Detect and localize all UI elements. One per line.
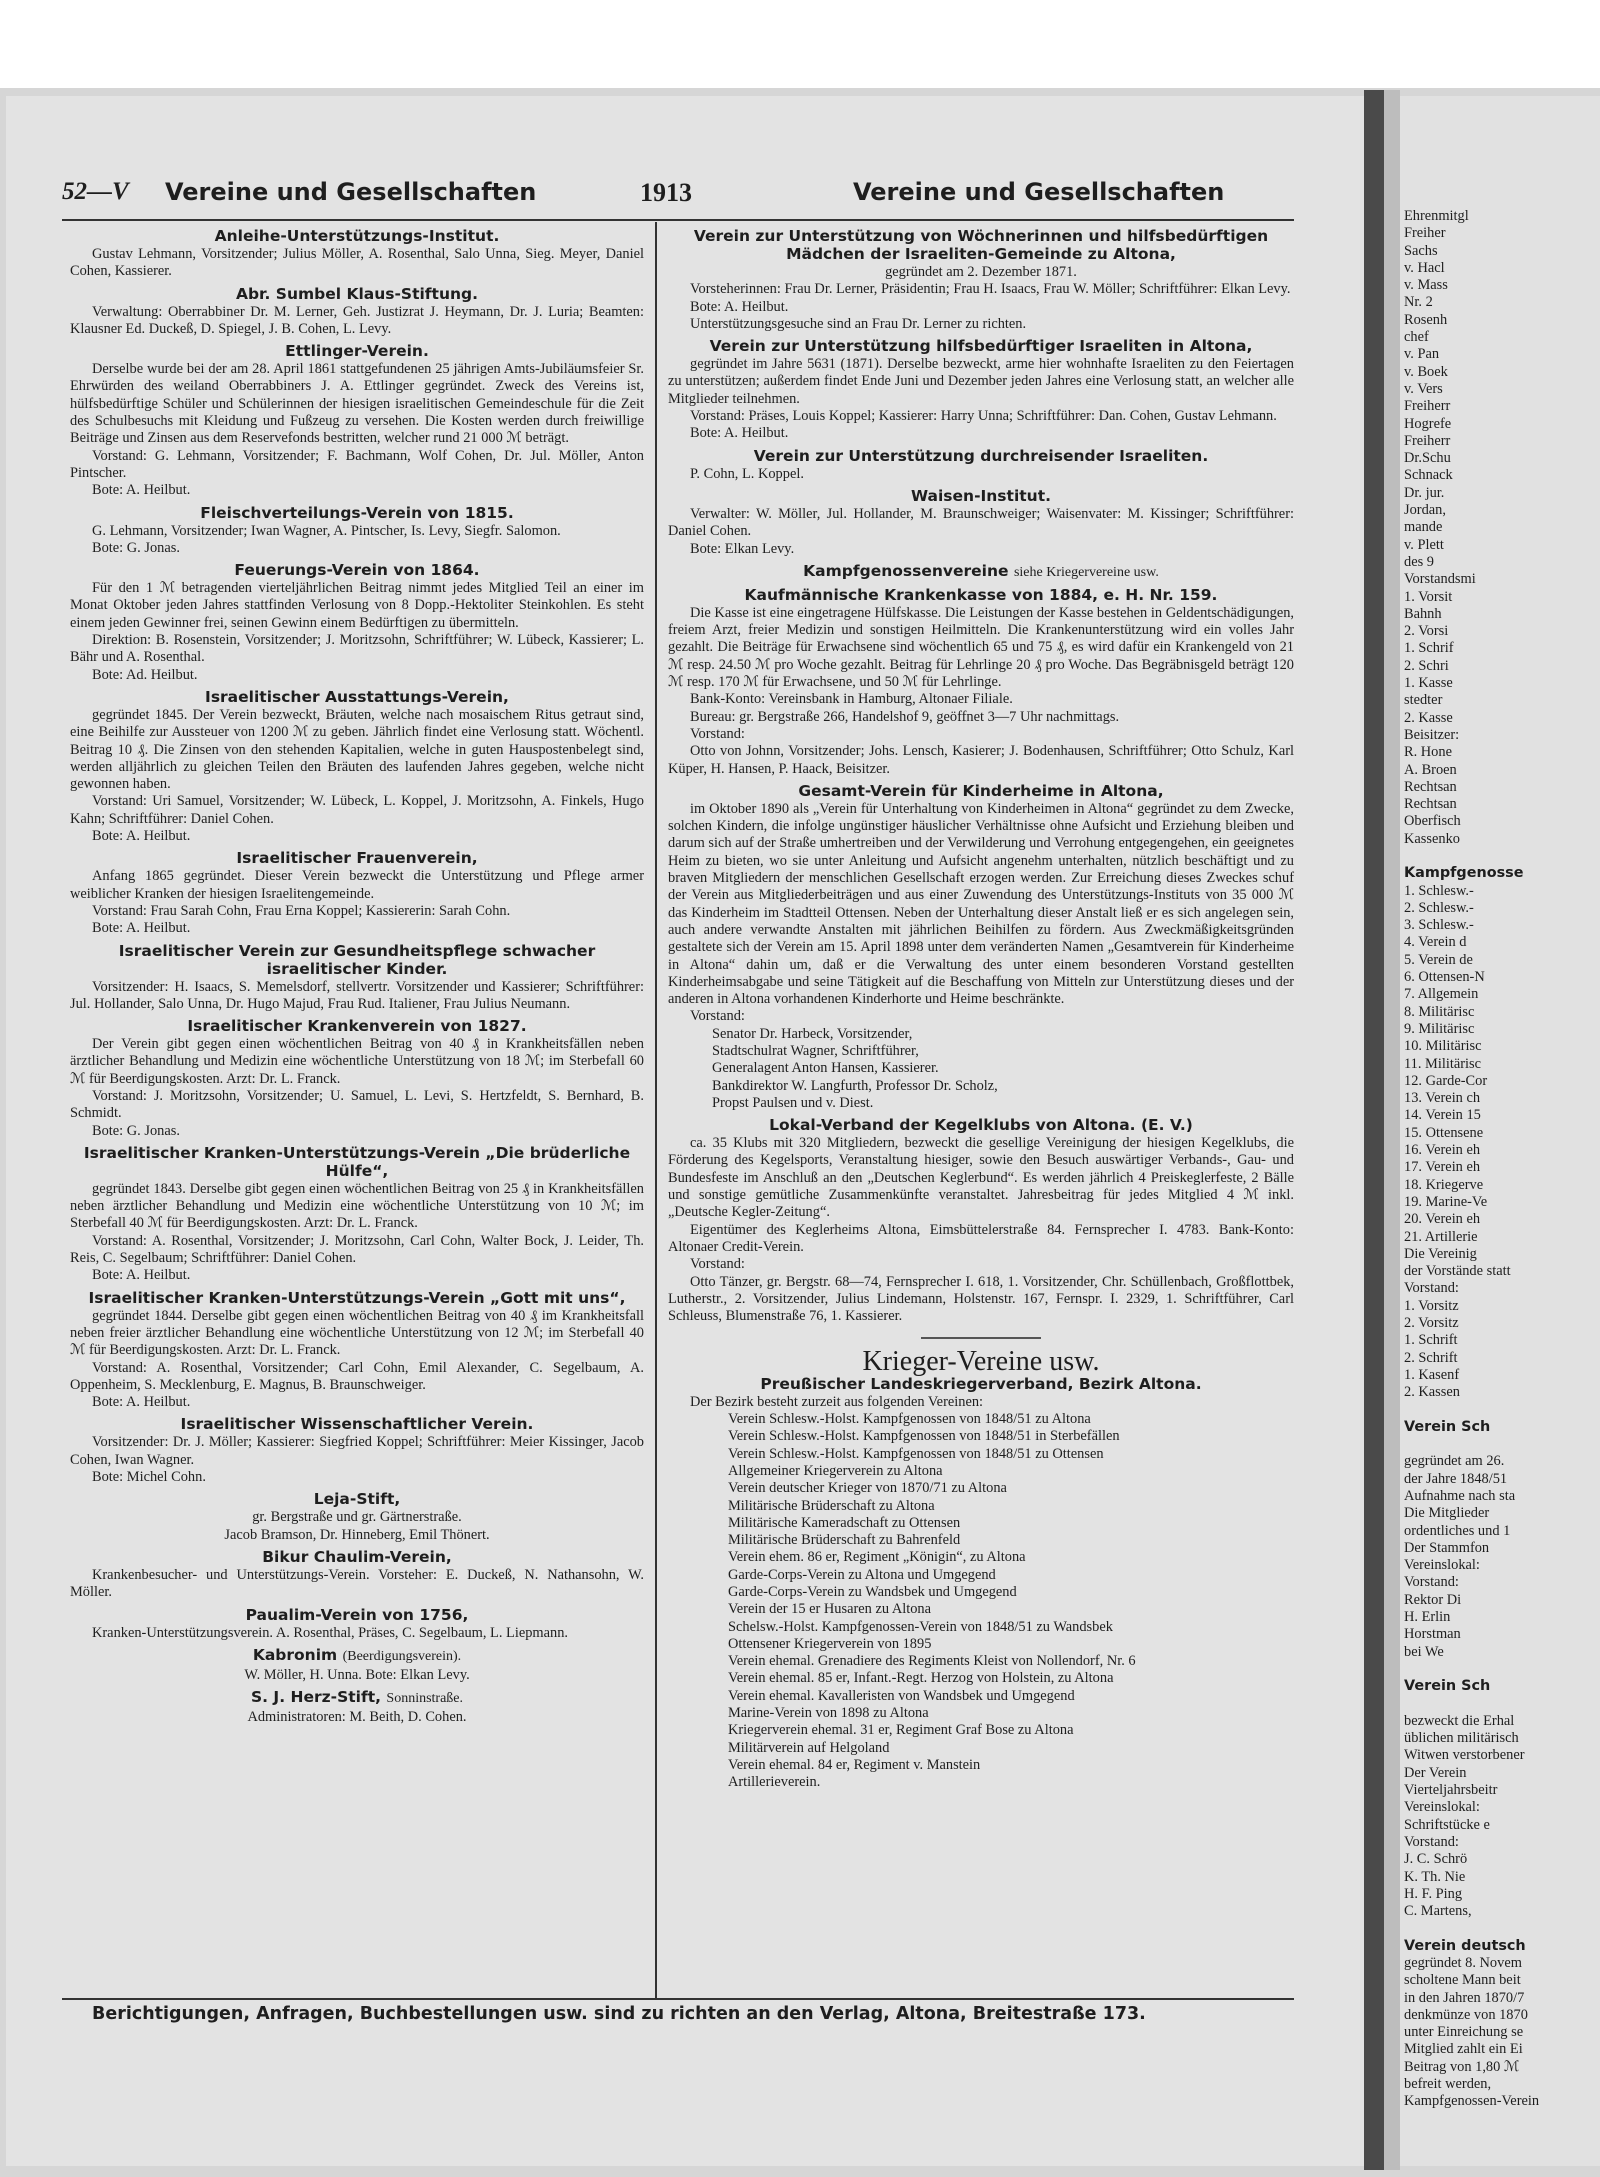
- entry-paragraph: Kranken-Unterstützungsverein. A. Rosenthal, Präses, C. Segelbaum, L. Liepmann.: [92, 1624, 568, 1641]
- next-page-text-line: C. Martens,: [1404, 1903, 1472, 1920]
- next-page-text-line: [1404, 1401, 1600, 1418]
- entry-title: Ettlinger-Verein.: [285, 342, 429, 361]
- entry-paragraph: gegründet 1845. Der Verein bezweckt, Bräuten, welche nach mosaischem Ritus getraut sind, eine Beihilfe zur Aussteuer von 1200 ℳ zu geben. Jährlich findet eine Verlosung statt. Wöchentl. Beitrag 10 ₰. Die Zinsen von den stehenden Kapitalien, welche in guten Hauspostenbelegt sind, werden alljährlich zu gleichen Teilen den Bräuten des laufenden Jahres gegeben, welche nicht gewonnen haben.: [70, 706, 644, 793]
- entry-heading: [70, 1490, 644, 1508]
- next-page-text-line: 5. Verein de: [1404, 951, 1473, 968]
- next-page-text-line: Vorstand:: [1404, 1280, 1459, 1297]
- next-page-text-line: 9. Militärisc: [1404, 1020, 1475, 1037]
- krieger-list-item: Verein deutscher Krieger von 1870/71 zu Altona: [728, 1480, 1007, 1497]
- next-page-text-line: 2. Schri: [1404, 657, 1449, 674]
- next-page-text-line: Vereinslokal:: [1404, 1799, 1480, 1816]
- next-page-text-line: H. F. Ping: [1404, 1885, 1463, 1902]
- next-page-text-line: Dr.Schu: [1404, 450, 1451, 467]
- krieger-list-item: Garde-Corps-Verein zu Wandsbek und Umgegend: [728, 1584, 1017, 1600]
- next-page-text-line: R. Hone: [1404, 744, 1452, 761]
- entry-paragraph: Bureau: gr. Bergstraße 266, Handelshof 9, geöffnet 3—7 Uhr nachmittags.: [690, 708, 1120, 725]
- next-page-text-line: befreit werden,: [1404, 2076, 1492, 2093]
- krieger-subheading: Preußischer Landeskriegerverband, Bezirk Altona.: [760, 1374, 1202, 1393]
- society-entry: [668, 447, 1294, 483]
- entry-paragraph: Vorstand: G. Lehmann, Vorsitzender; F. Bachmann, Wolf Cohen, Dr. Jul. Möller, Anton Pintscher.: [70, 447, 644, 481]
- entry-heading: [70, 1144, 644, 1180]
- entry-paragraph: Bote: Michel Cohn.: [92, 1469, 206, 1486]
- next-page-text-line: Freiherr: [1404, 432, 1451, 449]
- entry-paragraph: Vorsitzender: Dr. J. Möller; Kassierer: Siegfried Koppel; Schriftführer: Meier Kissinger, Jacob Cohen, Iwan Wagner.: [70, 1434, 644, 1468]
- running-head-left: Vereine und Gesellschaften: [165, 178, 537, 206]
- krieger-list-item: Verein Schlesw.-Holst. Kampfgenossen von 1848/51 zu Ottensen: [728, 1445, 1104, 1462]
- entry-heading: [70, 1415, 644, 1433]
- entry-paragraph: Vorstand: A. Rosenthal, Vorsitzender; J. Moritzsohn, Carl Cohn, Walter Bock, J. Leider, Th. Reis, C. Segelbaum; Schriftführer: Daniel Cohen.: [70, 1232, 644, 1267]
- next-page-text-line: Horstman: [1404, 1626, 1461, 1643]
- next-page-text-line: v. Mass: [1404, 277, 1448, 294]
- running-head-year: 1913: [640, 178, 692, 207]
- entry-title: Bikur Chaulim-Verein,: [262, 1547, 452, 1566]
- entry-title: Israelitischer Krankenverein von 1827.: [187, 1017, 527, 1036]
- next-page-text-line: 12. Garde-Cor: [1404, 1072, 1488, 1089]
- next-page-text-line: 6. Ottensen-N: [1404, 969, 1485, 986]
- krieger-list-item: Militärische Kameradschaft zu Ottensen: [728, 1514, 961, 1531]
- entry-centered-line: W. Möller, H. Unna. Bote: Elkan Levy.: [244, 1666, 470, 1683]
- society-entry: [70, 561, 644, 684]
- section-heading-krieger: Krieger-Vereine usw.: [862, 1346, 1100, 1378]
- next-page-text-line: 15. Ottensene: [1404, 1124, 1484, 1141]
- next-page-text-line: 1. Vorsit: [1404, 588, 1453, 605]
- krieger-list-item: Verein ehemal. Grenadiere des Regiments Kleist von Nollendorf, Nr. 6: [728, 1653, 1136, 1670]
- entry-paragraph: Otto von Johnn, Vorsitzender; Johs. Lensch, Kasierer; J. Bodenhausen, Schriftführer; Otto Schulz, Karl Küper, H. Hansen, P. Haack, Beisitzer.: [668, 743, 1294, 777]
- next-page-text-line: Mitglied zahlt ein Ei: [1404, 2041, 1523, 2058]
- next-page-text-line: [1404, 1696, 1600, 1713]
- entry-paragraph: Der Verein gibt gegen einen wöchentlichen Beitrag von 40 ₰ in Krankheitsfällen neben ärztlicher Behandlung und Medizin eine wöchentliche Unterstützung von 18 ℳ; im Sterbefall 60 ℳ für Beerdigungskosten. Arzt: Dr. L. Franck.: [70, 1036, 644, 1087]
- publisher-footer: Berichtigungen, Anfragen, Buchbestellungen usw. sind zu richten an den Verlag, Altona, Breitestraße 173.: [92, 2004, 1146, 2024]
- krieger-list-item: Militärverein auf Helgoland: [728, 1739, 890, 1756]
- next-page-text-line: Verein Sch: [1404, 1678, 1491, 1695]
- next-page-text-line: 1. Kasenf: [1404, 1366, 1460, 1383]
- entry-paragraph: Bote: Ad. Heilbut.: [92, 666, 198, 683]
- entry-paragraph: Bote: Elkan Levy.: [690, 540, 795, 557]
- entry-heading: [668, 337, 1294, 355]
- society-entry: [70, 1688, 644, 1726]
- krieger-list-item: Verein ehemal. Kavalleristen von Wandsbek und Umgegend: [728, 1687, 1075, 1704]
- next-page-text-line: Die Vereinig: [1404, 1245, 1477, 1262]
- next-page-text-line: Vierteljahrsbeitr: [1404, 1782, 1498, 1799]
- krieger-list-item: Verein Schlesw.-Holst. Kampfgenossen von 1848/51 zu Altona: [728, 1411, 1091, 1428]
- next-page-text-line: 11. Militärisc: [1404, 1055, 1482, 1072]
- entry-title: Leja-Stift,: [313, 1490, 401, 1509]
- society-entry: [668, 487, 1294, 558]
- next-page-text-line: Die Mitglieder: [1404, 1505, 1490, 1522]
- board-member-line: Bankdirektor W. Langfurth, Professor Dr. Scholz,: [712, 1077, 998, 1094]
- krieger-list-item: Verein ehemal. 84 er, Regiment v. Manstein: [728, 1756, 981, 1773]
- next-page-text-line: Rechtsan: [1404, 778, 1457, 795]
- entry-paragraph: Derselbe wurde bei der am 28. April 1861 stattgefundenen 25 jährigen Amts-Jubiläumsfeier Sr. Ehrwürden des weiland Oberrabbiners J. A. Ettlinger gegründet. Zweck des Vereins ist, hülfsbedürftige Schüler und Schülerinnen der hiesigen israelitischen Gemeindeschule für die Zeit des Schulbesuchs mit Kleidung und Fußzeug zu versehen. Die Kosten werden durch freiwillige Beiträge und Zinsen aus dem Reservefonds bestritten, welcher rund 21 000 ℳ beträgt.: [70, 361, 644, 447]
- next-page-text-line: 10. Militärisc: [1404, 1038, 1482, 1055]
- society-entry: [70, 342, 644, 499]
- entry-paragraph: ca. 35 Klubs mit 320 Mitgliedern, bezweckt die gesellige Vereinigung der hiesigen Kegelklubs, die Förderung des Kegelsports, Veranstaltung hiesiger, sowie den Besuch auswärtiger Verbands-, Gau- und Bundesfeste im Anschluß an den „Deutschen Keglerbund“. Es werden jährlich 4 Preiskeglerfeste, 2 Bälle und sonstige gemütliche Zusammenkünfte veranstaltet. Jahresbeitrag für jedes Mitglied 4 ℳ inkl. „Deutsche Kegler-Zeitung“.: [668, 1135, 1294, 1221]
- entry-centered-line: gr. Bergstraße und gr. Gärtnerstraße.: [252, 1509, 462, 1526]
- next-page-text-line: 2. Vorsi: [1404, 623, 1449, 640]
- entry-paragraph: Vorstand: Präses, Louis Koppel; Kassierer: Harry Unna; Schriftführer: Dan. Cohen, Gustav Lehmann.: [690, 408, 1277, 425]
- next-page-text-line: v. Vers: [1404, 380, 1443, 397]
- society-entry: [70, 1017, 644, 1140]
- right-column: [668, 225, 1294, 1792]
- next-page-text-line: Aufnahme nach sta: [1404, 1487, 1516, 1504]
- entry-paragraph: Bote: A. Heilbut.: [92, 482, 191, 499]
- krieger-list-item: Verein Schlesw.-Holst. Kampfgenossen von 1848/51 in Sterbefällen: [728, 1428, 1120, 1445]
- next-page-text-line: 1. Schlesw.-: [1404, 882, 1474, 899]
- page-folio: 52—V: [62, 178, 129, 205]
- next-page-text-line: [1404, 1920, 1600, 1937]
- krieger-intro: Der Bezirk besteht zurzeit aus folgenden Vereinen:: [690, 1393, 984, 1410]
- entry-title: Verein zur Unterstützung durchreisender Israeliten.: [753, 446, 1209, 465]
- next-page-text-line: gegründet am 26.: [1404, 1453, 1505, 1470]
- entry-title: Israelitischer Kranken-Unterstützungs-Verein „Gott mit uns“,: [88, 1288, 626, 1307]
- next-page-text-line: des 9: [1404, 553, 1434, 570]
- society-entry: [70, 1415, 644, 1486]
- next-page-text-line: Witwen verstorbener: [1404, 1747, 1525, 1764]
- society-entry: [70, 504, 644, 558]
- entry-paragraph: Bote: G. Jonas.: [92, 1122, 180, 1139]
- next-page-text-line: v. Hacl: [1404, 259, 1445, 276]
- next-page-text-line: 18. Kriegerve: [1404, 1176, 1484, 1193]
- next-page-text-line: [1404, 1436, 1600, 1453]
- entry-paragraph: Vorstand: Frau Sarah Cohn, Frau Erna Koppel; Kassiererin: Sarah Cohn.: [92, 902, 511, 919]
- entry-title: Fleischverteilungs-Verein von 1815.: [200, 503, 514, 522]
- next-page-text-line: Vorstand:: [1404, 1833, 1459, 1850]
- next-page-text-line: stedter: [1404, 692, 1443, 709]
- entry-paragraph: Bote: A. Heilbut.: [92, 1267, 191, 1284]
- next-page-text-line: A. Broen: [1404, 761, 1457, 778]
- next-page-text-line: 19. Marine-Ve: [1404, 1193, 1488, 1210]
- next-page-text-line: Vorstandsmi: [1404, 571, 1476, 588]
- next-page-text-line: 2. Schrift: [1404, 1349, 1458, 1366]
- entry-heading: [70, 1646, 644, 1666]
- next-page-text-line: 20. Verein eh: [1404, 1211, 1481, 1228]
- entry-paragraph: Bank-Konto: Vereinsbank in Hamburg, Altonaer Filiale.: [690, 691, 1013, 708]
- entry-paragraph: Vorstand:: [690, 1008, 745, 1025]
- entry-paragraph: Anfang 1865 gegründet. Dieser Verein bezweckt die Unterstützung und Pflege armer weiblicher Kranken der hiesigen Israelitengemeinde.: [70, 868, 644, 902]
- krieger-list-item: Schelsw.-Holst. Kampfgenossen-Verein von 1848/51 zu Wandsbek: [728, 1618, 1113, 1635]
- book-gutter: [1364, 90, 1384, 2170]
- next-page-text-line: Beitrag von 1,80 ℳ: [1404, 2058, 1520, 2075]
- entry-paragraph: Vorsitzender: H. Isaacs, S. Memelsdorf, stellvertr. Vorsitzender und Kassierer; Schriftführer: Jul. Hollander, Salo Unna, Dr. Hugo Majud, Frau Rud. Italiener, Frau Julius Neumann.: [70, 978, 644, 1012]
- entry-heading: [70, 1606, 644, 1624]
- next-page-text-line: Oberfisch: [1404, 813, 1461, 830]
- entry-heading: [70, 561, 644, 579]
- entry-title: Gesamt-Verein für Kinderheime in Altona,: [798, 781, 1164, 800]
- entry-paragraph: Bote: A. Heilbut.: [92, 828, 191, 845]
- next-page-text-line: Rektor Di: [1404, 1591, 1462, 1608]
- entry-title: Waisen-Institut.: [910, 486, 1051, 505]
- board-member-line: Generalagent Anton Hansen, Kassierer.: [712, 1060, 939, 1077]
- next-page-text-line: ordentliches und 1: [1404, 1522, 1511, 1539]
- entry-heading: [668, 447, 1294, 465]
- krieger-list-item: Militärische Brüderschaft zu Bahrenfeld: [728, 1532, 961, 1549]
- entry-title: Israelitischer Verein zur Gesundheitspflege schwacher israelitischer Kinder.: [118, 941, 596, 978]
- entry-heading: [70, 688, 644, 706]
- krieger-list-item: Garde-Corps-Verein zu Altona und Umgegend: [728, 1566, 996, 1583]
- entry-paragraph: Verwalter: W. Möller, Jul. Hollander, M. Braunschweiger; Waisenvater: M. Kissinger; Schriftführer: Daniel Cohen.: [668, 505, 1294, 540]
- next-page-text-line: v. Boek: [1404, 363, 1448, 380]
- entry-paragraph: P. Cohn, L. Koppel.: [690, 465, 804, 482]
- board-member-line: Senator Dr. Harbeck, Vorsitzender,: [712, 1025, 913, 1042]
- society-entry: [668, 1116, 1294, 1325]
- next-page-text-line: 4. Verein d: [1404, 934, 1467, 951]
- entry-paragraph: Vorstand: A. Rosenthal, Vorsitzender; Carl Cohn, Emil Alexander, C. Segelbaum, A. Oppenheim, S. Mecklenburg, E. Magnus, B. Braunschweiger.: [70, 1359, 644, 1393]
- next-page-fragment: [1404, 208, 1600, 2111]
- society-entry: [70, 1606, 644, 1642]
- society-entry: [70, 285, 644, 339]
- next-page-text-line: H. Erlin: [1404, 1609, 1451, 1626]
- entry-heading: [70, 1688, 644, 1708]
- next-page-text-line: 21. Artillerie: [1404, 1228, 1478, 1245]
- entry-paragraph: Vorstand: J. Moritzsohn, Vorsitzender; U. Samuel, L. Levi, S. Hertzfeldt, S. Bernhard, B. Schmidt.: [70, 1087, 644, 1122]
- entry-paragraph: gegründet 1843. Derselbe gibt gegen einen wöchentlichen Beitrag von 25 ₰ in Krankheitsfällen neben ärztlicher Behandlung und Medizin eine wöchentliche Unterstützung von 10 ℳ; im Sterbefall 40 ℳ für Beerdigungskosten. Arzt: Dr. L. Franck.: [70, 1180, 644, 1232]
- entry-subtitle: (Beerdigungsverein).: [342, 1648, 462, 1664]
- next-page-text-line: unter Einreichung se: [1404, 2024, 1524, 2041]
- entry-paragraph: Vorstand:: [690, 725, 745, 742]
- entry-paragraph: Gustav Lehmann, Vorsitzender; Julius Möller, A. Rosenthal, Salo Unna, Sieg. Meyer, Daniel Cohen, Kassierer.: [70, 246, 644, 280]
- entry-title: Verein zur Unterstützung von Wöchnerinnen und hilfsbedürftigen Mädchen der Israeliten-Gemeinde zu Altona,: [693, 227, 1269, 263]
- next-page-text-line: Rechtsan: [1404, 796, 1457, 813]
- next-page-text-line: denkmünze von 1870: [1404, 2006, 1528, 2023]
- next-page-text-line: Nr. 2: [1404, 294, 1433, 311]
- entry-title: Abr. Sumbel Klaus-Stiftung.: [235, 284, 479, 303]
- next-page-text-line: [1404, 848, 1600, 865]
- entry-title: Feuerungs-Verein von 1864.: [234, 561, 480, 580]
- entry-heading: [668, 227, 1294, 263]
- society-entry: [668, 337, 1294, 442]
- next-page-text-line: 16. Verein eh: [1404, 1142, 1481, 1159]
- entry-heading: [70, 285, 644, 303]
- next-page-text-line: in den Jahren 1870/7: [1404, 1989, 1525, 2006]
- krieger-list-item: Kriegerverein ehemal. 31 er, Regiment Graf Bose zu Altona: [728, 1722, 1074, 1739]
- entry-paragraph: Vorstand:: [690, 1256, 745, 1273]
- entry-heading: [668, 487, 1294, 505]
- entry-heading: [668, 1116, 1294, 1134]
- entry-paragraph: Für den 1 ℳ betragenden vierteljährlichen Beitrag nimmt jedes Mitglied Teil an einer im Monat Oktober jeden Jahres stattfinden Verlosung von 8 Dopp.-Hektoliter Steinkohlen. Es steht einem jeden Gewinner frei, seinen Gewinn einem Bedürftigen zu übermitteln.: [70, 580, 644, 631]
- entry-paragraph: Direktion: B. Rosenstein, Vorsitzender; J. Moritzsohn, Schriftführer; W. Lübeck, Kassierer; L. Bähr und A. Rosenthal.: [70, 632, 644, 666]
- entry-heading: [668, 586, 1294, 604]
- book-gutter-edge: [1384, 90, 1400, 2170]
- entry-paragraph: Die Kasse ist eine eingetragene Hülfskasse. Die Leistungen der Kasse bestehen in Geldentschädigungen, freiem Arzt, freier Medizin und sonstigen Heilmitteln. Die Krankenunterstützung wird ein volles Jahr gezahlt. Die Beiträge für Erwachsene sind wöchentlich 65 und 75 ₰, es wird dafür ein Krankengeld von 21 ℳ resp. 24.50 ℳ pro Woche gezahlt. Beitrag für Lehrlinge 20 ₰ pro Woche. Das Begräbnisgeld beträgt 120 ℳ resp. 170 ℳ für Erwachsene, und 50 ℳ für Lehrlinge.: [668, 604, 1294, 691]
- entry-heading: [70, 1017, 644, 1035]
- entry-paragraph: im Oktober 1890 als „Verein für Unterhaltung von Kinderheimen in Altona“ gegründet zu dem Zwecke, solchen Kindern, die infolge ungünstiger häuslicher Verhältnisse ohne Aufsicht und Erziehung bleiben und darum sich auf der Straße umhertreiben und der Verwilderung und Verrohung entgegengehen, ein geeignetes Heim zu bieten, wo sie unter Anleitung und Aufsicht angenehm unterhalten, nützlich beschäftigt und zu braven Mitgliedern der menschlichen Gesellschaft erzogen werden. Zur Erreichung dieses Zweckes schuf der Verein aus Mitgliederbeiträgen und aus einer Zuwendung des Unterstützungs-Instituts von 35 000 ℳ das Kinderheim im Stadtteil Ottensen. Neben der Unterhaltung dieser Anstalt ließ er es sich angelegen sein, auch andere verwandte Anstalten mit jährlichen Beihilfen zu fördern. Aus Zweckmäßigkeitsgründen gestaltete sich der Verein am 15. April 1898 unter dem veränderten Namen „Gesamtverein für Kinderheime in Altona“ dahin um, daß er die Verwaltung des unter einem besonderen Vorstand gestellten Kinderheimsabgabe und seine Tätigkeit auf die Beschaffung von Mitteln zur Unterstützung dieses und der anderen in Altona vorhandenen Kinderhorte und Heime beschränkte.: [668, 800, 1294, 1008]
- next-page-text-line: bezweckt die Erhal: [1404, 1712, 1515, 1729]
- krieger-list-item: Militärische Brüderschaft zu Altona: [728, 1497, 935, 1514]
- entry-title: Anleihe-Unterstützungs-Institut.: [214, 227, 500, 245]
- society-entry: [668, 782, 1294, 1112]
- krieger-list-item: Allgemeiner Kriegerverein zu Altona: [728, 1462, 943, 1479]
- next-page-text-line: 2. Kassen: [1404, 1384, 1460, 1401]
- society-entry: [668, 227, 1294, 333]
- entry-paragraph: Bote: A. Heilbut.: [92, 920, 191, 937]
- society-entry: [70, 1548, 644, 1602]
- entry-paragraph: Bote: A. Heilbut.: [690, 425, 789, 442]
- entry-paragraph: Unterstützungsgesuche sind an Frau Dr. Lerner zu richten.: [690, 315, 1027, 332]
- entry-paragraph: G. Lehmann, Vorsitzender; Iwan Wagner, A. Pintscher, Is. Levy, Siegfr. Salomon.: [92, 522, 561, 539]
- next-page-text-line: gegründet 8. Novem: [1404, 1954, 1522, 1971]
- entry-title: Kabronim: [252, 1645, 338, 1664]
- next-page-text-line: der Jahre 1848/51: [1404, 1470, 1508, 1487]
- entry-title: Kaufmännische Krankenkasse von 1884, e. H. Nr. 159.: [744, 585, 1218, 604]
- entry-title: Lokal-Verband der Kegelklubs von Altona. (E. V.): [769, 1116, 1193, 1135]
- entry-paragraph: Vorstand: Uri Samuel, Vorsitzender; W. Lübeck, L. Koppel, J. Moritzsohn, A. Finkels, Hugo Kahn; Schriftführer: Daniel Cohen.: [70, 793, 644, 827]
- next-page-text-line: chef: [1404, 329, 1429, 346]
- header-rule: [62, 219, 1294, 221]
- entry-subtitle: Sonninstraße.: [386, 1691, 464, 1707]
- entry-heading: [70, 1548, 644, 1566]
- entry-paragraph: Bote: A. Heilbut.: [690, 298, 789, 315]
- entry-paragraph: Otto Tänzer, gr. Bergstr. 68—74, Fernsprecher I. 618, 1. Vorsitzender, Chr. Schüllenbach, Großflottbek, Lutherstr., 2. Vorsitzender, Julius Lindemann, Holstenstr. 167, Fernspr. I. 2329, 1. Schriftführer, Carl Schleuss, Blumenstraße 76, 1. Kassierer.: [668, 1273, 1294, 1325]
- krieger-list-item: Artillerieverein.: [728, 1774, 821, 1791]
- entry-title: Paualim-Verein von 1756,: [245, 1605, 469, 1624]
- society-entry: [668, 562, 1294, 582]
- next-page-text-line: Sachs: [1404, 242, 1438, 259]
- entry-title: Israelitischer Kranken-Unterstützungs-Verein „Die brüderliche Hülfe“,: [83, 1143, 631, 1180]
- society-entry: [70, 227, 644, 281]
- column-divider: [655, 222, 657, 1998]
- next-page-text-line: Bahnh: [1404, 605, 1442, 622]
- entry-heading: [668, 782, 1294, 800]
- next-page-text-line: 2. Kasse: [1404, 709, 1453, 726]
- left-column: [70, 225, 644, 1730]
- entry-paragraph: gegründet im Jahre 5631 (1871). Derselbe bezweckt, arme hier wohnhafte Israeliten zu den Feiertagen zu unterstützen; außerdem findet Ende Juni und Dezember jeden Jahres eine Verlosung statt, an welcher alle Mitglieder teilnehmen.: [668, 356, 1294, 407]
- footer-rule: [62, 1998, 1294, 2000]
- next-page-text-line: mande: [1404, 519, 1443, 536]
- entry-title: Israelitischer Ausstattungs-Verein,: [205, 687, 509, 706]
- next-page-text-line: Vorstand:: [1404, 1574, 1459, 1591]
- krieger-list-item: Verein ehemal. 85 er, Infant.-Regt. Herzog von Holstein, zu Altona: [728, 1670, 1114, 1687]
- entry-title: S. J. Herz-Stift,: [250, 1688, 381, 1707]
- entry-paragraph: Verwaltung: Oberrabbiner Dr. M. Lerner, Geh. Justizrat J. Heymann, Dr. J. Luria; Beamten: Klausner Ed. Duckeß, D. Spiegel, J. B. Cohen, L. Levy.: [70, 303, 644, 337]
- entry-centered-line: Jacob Bramson, Dr. Hinneberg, Emil Thönert.: [224, 1526, 490, 1543]
- next-page-text-line: Dr. jur.: [1404, 484, 1445, 501]
- society-entry: [70, 1490, 644, 1544]
- next-page-text-line: Schnack: [1404, 467, 1453, 484]
- next-page-text-line: 1. Schrift: [1404, 1332, 1458, 1349]
- entry-paragraph: gegründet 1844. Derselbe gibt gegen einen wöchentlichen Beitrag von 40 ₰ im Krankheitsfall neben freier ärztlicher Behandlung eine wöchentliche Unterstützung von 12 ℳ; im Sterbefall 40 ℳ für Beerdigungskosten. Arzt: Dr. L. Franck.: [70, 1307, 644, 1359]
- entry-paragraph: Eigentümer des Keglerheims Altona, Eimsbüttelerstraße 84. Fernsprecher I. 4783. Bank-Konto: Altonaer Credit-Verein.: [668, 1221, 1294, 1255]
- society-entry: [70, 688, 644, 845]
- society-entry: [70, 1289, 644, 1412]
- next-page-text-line: 1. Kasse: [1404, 675, 1453, 692]
- next-page-text-line: Ehrenmitgl: [1404, 208, 1469, 224]
- society-entry: [70, 1646, 644, 1684]
- next-page-text-line: bei We: [1404, 1643, 1444, 1660]
- entry-paragraph: Bote: G. Jonas.: [92, 539, 180, 556]
- entry-subtitle: siehe Kriegervereine usw.: [1013, 564, 1159, 580]
- next-page-text-line: Kassenko: [1404, 830, 1460, 847]
- next-page-text-line: K. Th. Nie: [1404, 1868, 1466, 1885]
- next-page-text-line: v. Pan: [1404, 346, 1440, 363]
- next-page-text-line: Verein Sch: [1404, 1418, 1491, 1435]
- entry-heading: [70, 504, 644, 522]
- next-page-text-line: v. Plett: [1404, 536, 1444, 553]
- next-page-text-line: Schriftstücke e: [1404, 1816, 1490, 1833]
- entry-title: Verein zur Unterstützung hilfsbedürftiger Israeliten in Altona,: [709, 337, 1253, 356]
- next-page-text-line: 8. Militärisc: [1404, 1003, 1475, 1020]
- society-entry: [668, 586, 1294, 778]
- entry-title: Israelitischer Wissenschaftlicher Verein.: [180, 1415, 534, 1434]
- society-entry: [70, 849, 644, 937]
- next-page-text-line: 1. Schrif: [1404, 640, 1454, 657]
- next-page-text-line: Rosenh: [1404, 311, 1448, 328]
- next-page-text-line: Der Stammfon: [1404, 1539, 1490, 1556]
- krieger-list-item: Verein der 15 er Husaren zu Altona: [728, 1601, 931, 1618]
- board-member-line: Stadtschulrat Wagner, Schriftführer,: [712, 1042, 919, 1059]
- krieger-list-item: Ottensener Kriegerverein von 1895: [728, 1635, 932, 1652]
- next-page-text-line: Der Verein: [1404, 1764, 1467, 1781]
- entry-heading: [70, 942, 644, 978]
- running-head-right: Vereine und Gesellschaften: [853, 178, 1225, 206]
- entry-title: Kampfgenossenvereine: [803, 561, 1009, 580]
- board-member-line: Propst Paulsen und v. Diest.: [712, 1094, 874, 1111]
- next-page-text-line: 1. Vorsitz: [1404, 1297, 1459, 1314]
- next-page-text-line: Jordan,: [1404, 502, 1446, 519]
- next-page-text-line: Hogrefe: [1404, 415, 1452, 432]
- entry-heading: [70, 1289, 644, 1307]
- next-page-text-line: 13. Verein ch: [1404, 1090, 1481, 1107]
- next-page-text-line: Kampfgenosse: [1404, 865, 1524, 882]
- section-separator: [921, 1337, 1041, 1339]
- next-page-text-line: [1404, 1661, 1600, 1678]
- next-page-text-line: J. C. Schrö: [1404, 1851, 1468, 1868]
- next-page-text-line: Freiherr: [1404, 398, 1451, 415]
- next-page-text-line: 17. Verein eh: [1404, 1159, 1481, 1176]
- next-page-text-line: 2. Schlesw.-: [1404, 899, 1474, 916]
- next-page-text-line: Beisitzer:: [1404, 726, 1460, 743]
- next-page-text-line: 3. Schlesw.-: [1404, 917, 1474, 934]
- entry-heading: [70, 342, 644, 360]
- entry-paragraph: Bote: A. Heilbut.: [92, 1394, 191, 1411]
- krieger-list-item: Verein ehem. 86 er, Regiment „Königin“, zu Altona: [728, 1549, 1026, 1566]
- society-entry: [70, 1144, 644, 1285]
- entry-heading: [70, 227, 644, 245]
- next-page-text-line: 14. Verein 15: [1404, 1107, 1481, 1124]
- next-page-text-line: Kampfgenossen-Verein: [1404, 2093, 1540, 2110]
- next-page-text-line: der Vorstände statt: [1404, 1263, 1511, 1280]
- next-page-text-line: 2. Vorsitz: [1404, 1315, 1459, 1331]
- next-page-text-line: scholtene Mann beit: [1404, 1972, 1521, 1989]
- next-page-text-line: 7. Allgemein: [1404, 986, 1479, 1003]
- next-page-text-line: Verein deutsch: [1404, 1937, 1526, 1954]
- entry-centered-line: gegründet am 2. Dezember 1871.: [885, 264, 1077, 280]
- entry-title: Israelitischer Frauenverein,: [236, 849, 478, 868]
- entry-heading: [70, 849, 644, 867]
- next-page-text-line: üblichen militärisch: [1404, 1730, 1519, 1747]
- krieger-list-item: Marine-Verein von 1898 zu Altona: [728, 1705, 929, 1722]
- entry-paragraph: Vorsteherinnen: Frau Dr. Lerner, Präsidentin; Frau H. Isaacs, Frau W. Möller; Schriftführer: Elkan Levy.: [690, 281, 1291, 298]
- next-page-text-line: Vereinslokal:: [1404, 1557, 1480, 1574]
- entry-centered-line: Administratoren: M. Beith, D. Cohen.: [247, 1709, 467, 1726]
- society-entry: [70, 942, 644, 1014]
- entry-paragraph: Krankenbesucher- und Unterstützungs-Verein. Vorsteher: E. Duckeß, N. Nathansohn, W. Möller.: [70, 1566, 644, 1601]
- next-page-text-line: Freiher: [1404, 225, 1446, 242]
- entry-heading: [668, 562, 1294, 582]
